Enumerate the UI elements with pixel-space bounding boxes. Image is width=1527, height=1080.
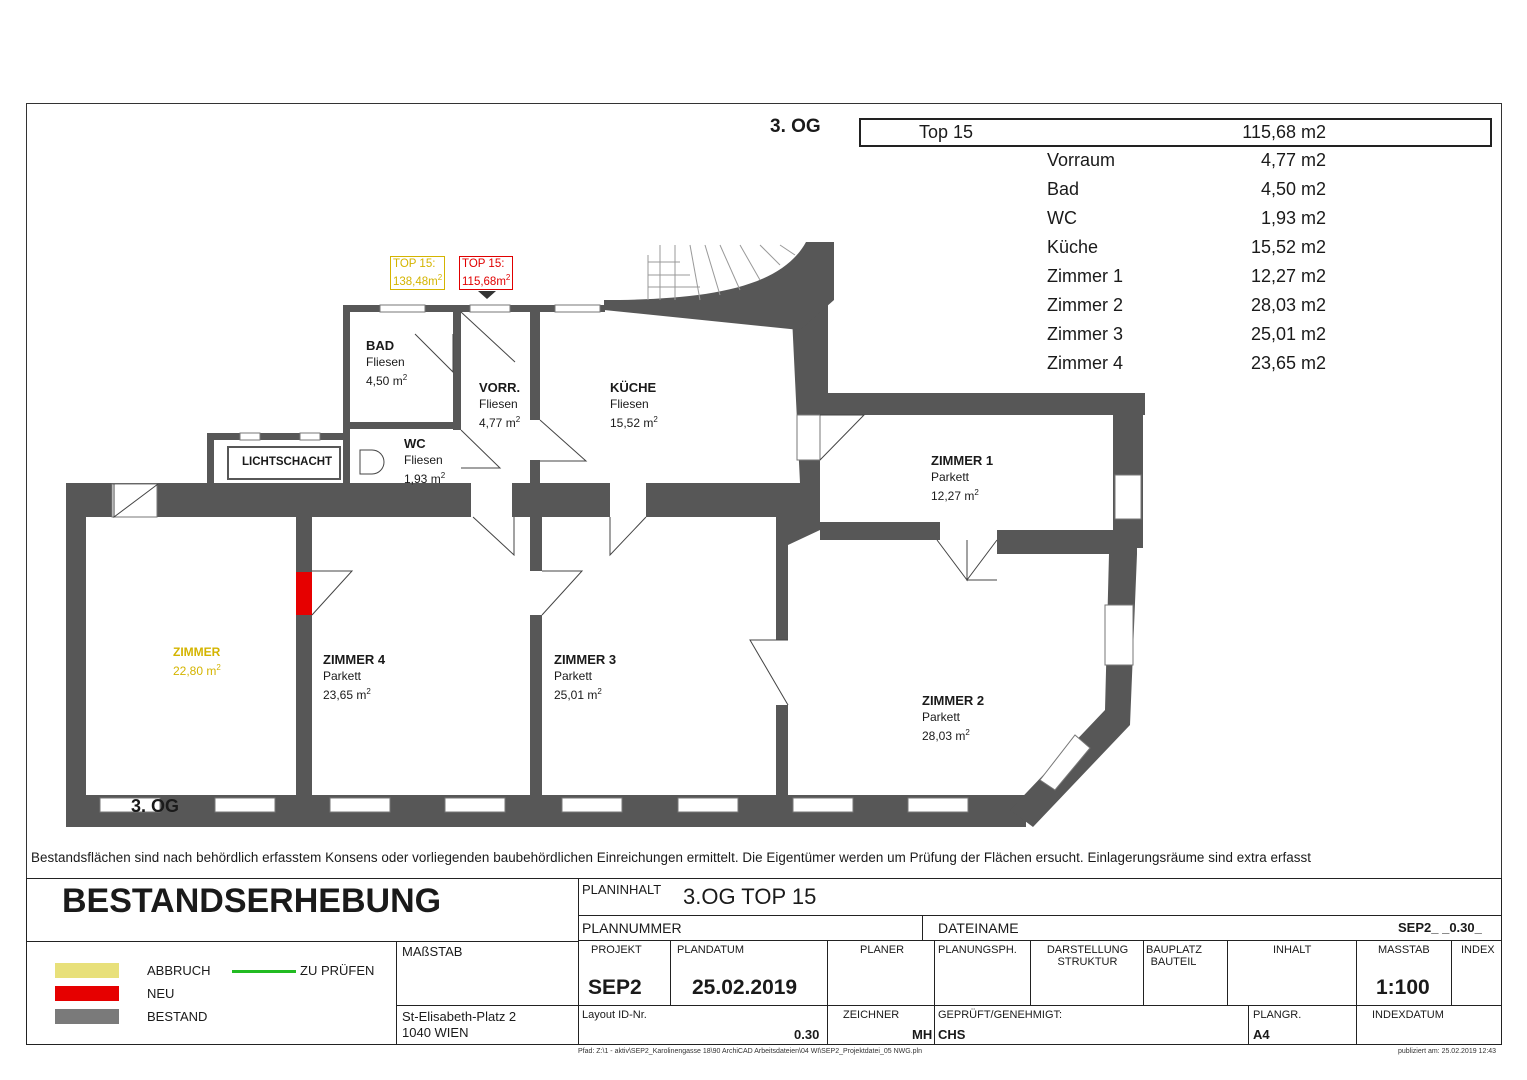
tag-old-sup: 2 — [437, 273, 443, 282]
room-zimmer-name: ZIMMER — [173, 645, 221, 659]
wc-bowl — [360, 450, 384, 474]
footer-path: Pfad: Z:\1 - aktiv\SEP2_Karolinengasse 18\90 ArchiCAD Arbeitsdateien\04 WI\SEP2_Projektdatei_05 NWG.pln — [578, 1048, 922, 1055]
plannummer-label: PLANNUMMER — [582, 920, 682, 936]
room-zimmer3-floor: Parkett — [554, 669, 593, 683]
massstab-label: MAßSTAB — [402, 944, 463, 959]
tb-divider — [26, 941, 578, 942]
room-zimmer3 — [554, 652, 616, 703]
tag-old-area — [390, 256, 445, 290]
room-kueche-sup: 2 — [653, 415, 658, 424]
legend-neu: NEU — [147, 986, 175, 1001]
tag-new-value: 115,68m — [462, 275, 506, 288]
tag-new-sup: 2 — [505, 273, 511, 282]
room-zimmer1-area: 12,27 m — [931, 489, 975, 503]
room-zimmer1-floor: Parkett — [931, 470, 970, 484]
room-kueche-area: 15,52 m — [610, 416, 654, 430]
legend-swatch-abbruch — [55, 963, 119, 978]
area-row-name: Zimmer 2 — [1047, 295, 1123, 315]
plangr-label: PLANGR. — [1253, 1009, 1302, 1021]
room-wc-floor: Fliesen — [404, 453, 443, 467]
zeichner-value: MH — [912, 1027, 933, 1042]
plandatum-label: PLANDATUM — [677, 944, 745, 956]
legend-zu-pruefen: ZU PRÜFEN — [300, 963, 375, 978]
area-row-value: 15,52 m2 — [1250, 237, 1326, 257]
plandatum-value: 25.02.2019 — [692, 976, 798, 999]
address-line2: 1040 WIEN — [402, 1025, 469, 1040]
area-row-name: Zimmer 4 — [1047, 353, 1123, 373]
room-zimmer-sup: 2 — [216, 663, 221, 672]
area-row-value: 23,65 m2 — [1250, 353, 1326, 373]
room-zimmer4 — [323, 652, 385, 703]
index-label: INDEX — [1461, 944, 1495, 956]
planinhalt-value: 3.OG TOP 15 — [683, 884, 817, 909]
area-table-total: 115,68 m2 — [1242, 122, 1326, 142]
planer-label: PLANER — [860, 944, 905, 956]
room-zimmer3-name: ZIMMER 3 — [554, 652, 617, 667]
tag-new-title: TOP 15: — [462, 258, 505, 270]
room-zimmer4-area: 23,65 m — [323, 688, 367, 702]
room-vorr-area: 4,77 m — [479, 416, 516, 430]
tb-divider — [578, 1005, 1502, 1006]
zeichner-label: ZEICHNER — [843, 1009, 900, 1021]
room-vorr-floor: Fliesen — [479, 397, 518, 411]
massstab2-value: 1:100 — [1376, 976, 1430, 999]
room-wc-area: 1,93 m — [404, 472, 441, 486]
footer-published: publiziert am: 25.02.2019 12:43 — [1398, 1048, 1497, 1055]
disclaimer-text: Bestandsflächen sind nach behördlich erfasstem Konsens oder vorliegenden baubehördlichen Einreichungen ermittelt. Die Eigentümer werden um Prüfung der Flächen ersucht. Einlagerungsräume sind extra erfasst — [31, 850, 1312, 865]
room-lichtschacht: LICHTSCHACHT — [242, 456, 333, 468]
tb-divider — [396, 1005, 578, 1006]
area-row-value: 4,77 m2 — [1260, 150, 1326, 170]
gepr-value: CHS — [938, 1027, 966, 1042]
projekt-value: SEP2 — [588, 976, 642, 999]
area-row-name: Küche — [1047, 237, 1099, 257]
title: BESTANDSERHEBUNG — [62, 882, 442, 920]
dateiname-value: SEP2_ _0.30_ — [1398, 920, 1482, 935]
room-wc-name: WC — [404, 436, 426, 451]
new-element — [296, 572, 312, 615]
tb-divider — [670, 940, 671, 1005]
tag-old-value: 138,48m — [393, 275, 438, 288]
tb-divider — [1248, 1005, 1249, 1045]
tb-divider — [1356, 940, 1357, 1045]
area-row-value: 25,01 m2 — [1250, 324, 1326, 344]
darstellung-label: DARSTELLUNG STRUKTUR — [1046, 944, 1129, 968]
floor-title: 3. OG — [770, 116, 821, 137]
area-row-value: 1,93 m2 — [1260, 208, 1326, 228]
room-kueche-name: KÜCHE — [610, 380, 657, 395]
area-row-name: Bad — [1047, 179, 1080, 199]
room-wc-sup: 2 — [440, 471, 446, 480]
tb-divider — [578, 940, 1502, 941]
inhalt-label: INHALT — [1273, 944, 1312, 956]
room-wc — [404, 436, 445, 487]
legend-swatch-neu — [55, 986, 119, 1001]
room-zimmer2-floor: Parkett — [922, 710, 961, 724]
legend-bestand: BESTAND — [147, 1009, 208, 1024]
tb-divider — [578, 915, 1502, 916]
planungsph-label: PLANUNGSPH. — [938, 944, 1017, 956]
legend-abbruch: ABBRUCH — [147, 963, 211, 978]
floor-label-plan: 3. OG — [131, 796, 180, 816]
room-vorr-sup: 2 — [515, 415, 521, 424]
room-bad-floor: Fliesen — [366, 355, 405, 369]
marker-triangle — [478, 291, 496, 299]
tb-divider — [1227, 940, 1228, 1005]
room-zimmer2-sup: 2 — [965, 728, 970, 737]
room-zimmer4-sup: 2 — [366, 687, 371, 696]
tb-divider — [934, 940, 935, 1045]
address-line1: St-Elisabeth-Platz 2 — [402, 1009, 517, 1024]
projekt-label: PROJEKT — [591, 944, 642, 956]
tag-new-area — [459, 256, 513, 290]
area-row-name: Vorraum — [1047, 150, 1116, 170]
room-zimmer2 — [922, 693, 984, 744]
room-zimmer3-sup: 2 — [597, 687, 602, 696]
legend-line-zu-pruefen — [232, 970, 296, 973]
room-bad-name: BAD — [366, 338, 395, 353]
room-vorr — [479, 380, 520, 431]
area-row-name: Zimmer 3 — [1047, 324, 1123, 344]
room-vorr-name: VORR. — [479, 380, 521, 395]
room-bad-sup: 2 — [402, 373, 408, 382]
tag-old-title: TOP 15: — [393, 258, 436, 270]
tb-divider — [827, 940, 828, 1045]
room-zimmer4-floor: Parkett — [323, 669, 362, 683]
room-bad — [366, 338, 407, 389]
room-zimmer1 — [931, 453, 993, 504]
area-table-title: Top 15 — [919, 122, 974, 142]
planinhalt-label: PLANINHALT — [582, 882, 662, 897]
area-row-name: Zimmer 1 — [1047, 266, 1123, 286]
room-zimmer-area: 22,80 m — [173, 664, 217, 678]
bauplatz-label: BAUPLATZ BAUTEIL — [1146, 944, 1203, 968]
area-row-name: WC — [1047, 208, 1077, 228]
room-zimmer2-area: 28,03 m — [922, 729, 966, 743]
room-zimmer3-area: 25,01 m — [554, 688, 598, 702]
room-bad-area: 4,50 m — [366, 374, 403, 388]
tb-divider — [1451, 940, 1452, 1005]
room-zimmer4-name: ZIMMER 4 — [323, 652, 386, 667]
room-kueche-floor: Fliesen — [610, 397, 649, 411]
dateiname-label: DATEINAME — [938, 920, 1019, 936]
area-row-value: 28,03 m2 — [1250, 295, 1326, 315]
room-zimmer1-name: ZIMMER 1 — [931, 453, 994, 468]
massstab2-label: MASSTAB — [1378, 944, 1430, 956]
tb-divider — [396, 941, 397, 1045]
legend-swatch-bestand — [55, 1009, 119, 1024]
gepr-label: GEPRÜFT/GENEHMIGT: — [938, 1009, 1063, 1021]
area-row-value: 12,27 m2 — [1250, 266, 1326, 286]
layout-value: 0.30 — [794, 1027, 820, 1042]
layout-label: Layout ID-Nr. — [582, 1009, 647, 1021]
indexdatum-label: INDEXDATUM — [1372, 1009, 1444, 1021]
tb-divider — [922, 915, 923, 940]
tb-divider — [1143, 940, 1144, 1005]
tb-divider — [1030, 940, 1031, 1005]
room-kueche — [610, 380, 658, 431]
plangr-value: A4 — [1253, 1027, 1270, 1042]
room-zimmer1-sup: 2 — [974, 488, 979, 497]
tb-divider — [578, 878, 579, 1045]
room-zimmer — [173, 644, 221, 679]
room-zimmer2-name: ZIMMER 2 — [922, 693, 985, 708]
area-row-value: 4,50 m2 — [1260, 179, 1326, 199]
